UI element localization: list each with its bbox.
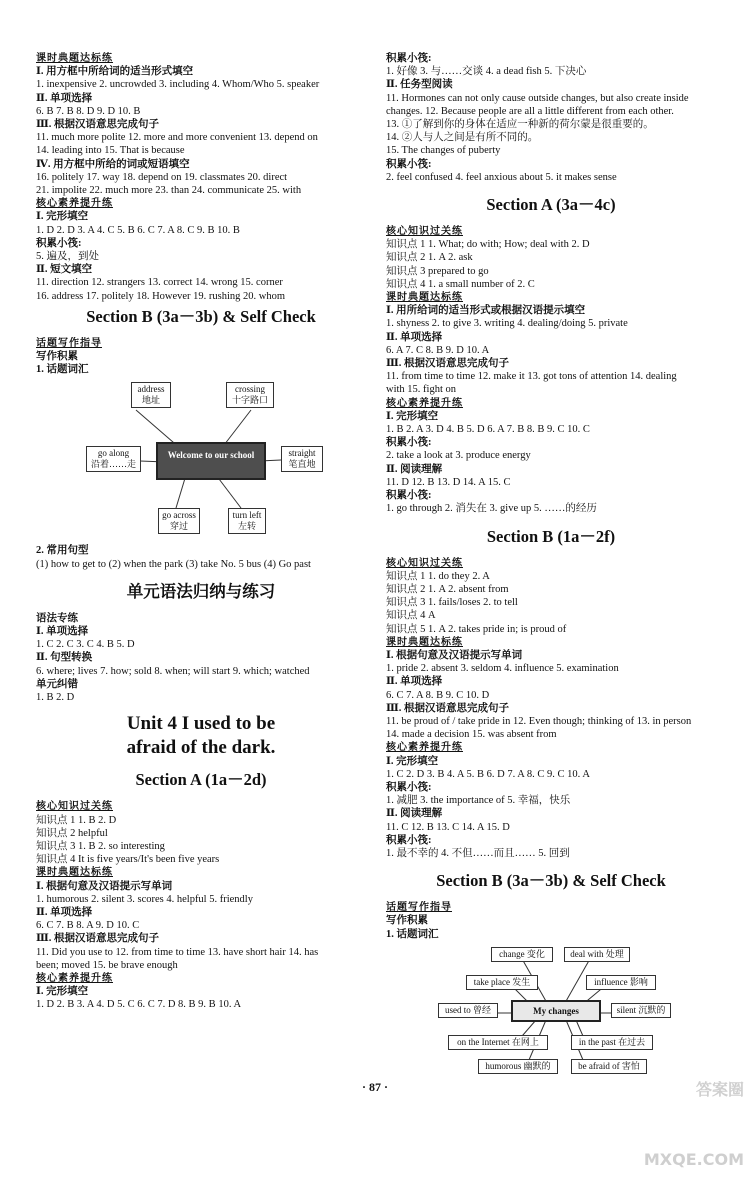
page-number: · 87 · [361, 1080, 388, 1094]
grammar-heading: 单元语法归纳与练习 [126, 581, 276, 601]
exercise-title: Ⅱ. 单项选择 [36, 906, 93, 918]
answer-line: 11. direction 12. strangers 13. correct 14. wrong 15. corner [36, 277, 283, 289]
left-writing-guide [36, 337, 366, 377]
node-straight: straight 笔直地 [281, 446, 323, 472]
answer-line: 16. politely 17. way 18. depend on 19. classmates 20. direct [36, 171, 288, 183]
answer-line: 15. The changes of puberty [386, 145, 501, 157]
answer-line: 6. A 7. C 8. B 9. D 10. A [386, 344, 490, 356]
answer-line: 知识点 4 A [386, 610, 436, 622]
right-section-heading-3: Section B (3a－3b) & Self Check [436, 871, 666, 891]
exercise-title: Ⅰ. 完形填空 [386, 410, 439, 422]
exercise-title: Ⅰ. 用所给词的适当形式或根据汉语提示填空 [386, 305, 586, 317]
section-tag: 课时典题达标练 [386, 636, 463, 648]
node-influence: influence 影响 [586, 975, 656, 990]
answer-line: 6. B 7. B 8. D 9. D 10. B [36, 105, 141, 117]
answer-line: 知识点 1 1. What; do with; How; deal with 2. D [386, 239, 590, 251]
exercise-title: 1. 话题词汇 [36, 364, 89, 376]
exercise-title: 积累小筏: [386, 158, 432, 170]
answer-line: 11. be proud of / take pride in 12. Even though; thinking of 13. in person [386, 715, 692, 727]
section-tag: 核心素养提升练 [386, 742, 463, 754]
left-section-heading-3: Section A (1a－2d) [135, 770, 267, 790]
answer-line: 知识点 5 1. A 2. takes pride in; is proud of [386, 623, 567, 635]
exercise-title: Ⅲ. 根据汉语意思完成句子 [36, 933, 160, 945]
node-go-along: go along 沿着……走 [86, 446, 141, 472]
center-welcome: Welcome to our school [156, 442, 266, 480]
right-column [386, 52, 716, 1079]
node-silent: silent 沉默的 [611, 1003, 671, 1018]
answer-line: 11. from time to time 12. make it 13. got tons of attention 14. dealing [386, 371, 677, 383]
center-my-changes: My changes [511, 1000, 601, 1022]
answer-line: with 15. fight on [386, 384, 456, 396]
exercise-title: Ⅰ. 根据句意及汉语提示写单词 [386, 649, 523, 661]
unit-title: Unit 4 I used to be afraid of the dark. [126, 713, 276, 759]
answer-line: 知识点 3 1. fails/loses 2. to tell [386, 597, 518, 609]
exercise-title: Ⅰ. 完形填空 [36, 211, 89, 223]
answer-line: 知识点 1 1. B 2. D [36, 814, 117, 826]
answer-line: 6. C 7. A 8. B 9. C 10. D [386, 689, 490, 701]
right-answers-block-1 [386, 52, 716, 184]
exercise-title: 积累小筏: [386, 834, 432, 846]
node-afraid-of: be afraid of 害怕 [571, 1059, 647, 1074]
left-column [36, 52, 366, 1012]
node-turn-left: turn left 左转 [228, 508, 266, 534]
answer-line: 6. where; lives 7. how; sold 8. when; will start 9. which; watched [36, 665, 310, 677]
answer-line: 1. B 2. D [36, 692, 75, 704]
exercise-title: Ⅲ. 根据汉语意思完成句子 [36, 119, 160, 131]
answer-line: 1. inexpensive 2. uncrowded 3. including 4. Whom/Who 5. speaker [36, 79, 320, 91]
answer-line: 13. ①了解到你的身体在适应一种新的荷尔蒙是很重要的。 [386, 119, 654, 131]
answer-line: 14. leading into 15. That is because [36, 145, 185, 157]
answer-line: 11. Did you use to 12. from time to time 13. have short hair 14. has [36, 946, 319, 958]
answer-line: 11. D 12. B 13. D 14. A 15. C [386, 476, 511, 488]
right-writing-guide [386, 901, 716, 941]
exercise-title: 积累小筏: [386, 437, 432, 449]
answer-line: 21. impolite 22. much more 23. than 24. communicate 25. with [36, 185, 302, 197]
answer-line: 知识点 4 It is five years/It's been five years [36, 854, 220, 866]
answer-line: 14. ②人与人之间是有所不同的。 [386, 132, 539, 144]
answer-line: 11. Hormones can not only cause outside changes, but also create inside [386, 92, 689, 104]
exercise-title: Ⅰ. 用方框中所给词的适当形式填空 [36, 66, 194, 78]
section-tag: 核心素养提升练 [36, 972, 113, 984]
exercise-title: Ⅳ. 用方框中所给的词或短语填空 [36, 158, 190, 170]
exercise-title: Ⅰ. 完形填空 [36, 986, 89, 998]
right-answers-block-2 [386, 225, 716, 515]
welcome-mind-map [36, 380, 366, 540]
answer-line: been; moved 15. be brave enough [36, 959, 178, 971]
answer-line: 1. go through 2. 消失在 3. give up 5. ……的经历 [386, 503, 597, 515]
section-tag: 课时典题达标练 [386, 292, 463, 304]
exercise-title: Ⅰ. 单项选择 [36, 626, 89, 638]
node-take-place: take place 发生 [466, 975, 538, 990]
answer-line: 1. D 2. B 3. A 4. D 5. C 6. C 7. D 8. B 9. B 10. A [36, 999, 242, 1011]
exercise-title: Ⅱ. 短文填空 [36, 264, 93, 276]
answer-line: changes. 12. Because people are all a little different from each other. [386, 105, 674, 117]
answer-line: 1. 减肥 3. the importance of 5. 幸福，快乐 [386, 795, 571, 807]
node-crossing: crossing 十字路口 [226, 382, 274, 408]
answer-line: 1. 最不幸的 4. 不但……而且…… 5. 回到 [386, 847, 570, 859]
right-answers-block-3 [386, 557, 716, 861]
answer-line: 1. humorous 2. silent 3. scores 4. helpful 5. friendly [36, 893, 253, 905]
right-section-heading-1: Section A (3a－4c) [486, 195, 616, 215]
right-section-heading-2: Section B (1a－2f) [486, 526, 616, 546]
exercise-title: 写作积累 [386, 915, 428, 927]
exercise-title: Ⅱ. 任务型阅读 [386, 79, 453, 91]
left-answers-block-5 [36, 800, 366, 1011]
exercise-title: Ⅱ. 阅读理解 [386, 463, 443, 475]
answer-line: 5. 遍及，到处 [36, 251, 99, 263]
answer-line: 1. C 2. D 3. B 4. A 5. B 6. D 7. A 8. C 9. C 10. A [386, 768, 590, 780]
section-tag: 核心素养提升练 [386, 397, 463, 409]
exercise-title: Ⅲ. 根据汉语意思完成句子 [386, 358, 510, 370]
answer-line: (1) how to get to (2) when the park (3) take No. 5 bus (4) Go past [36, 558, 311, 570]
node-address: address 地址 [131, 382, 171, 408]
exercise-title: Ⅰ. 根据句意及汉语提示写单词 [36, 880, 173, 892]
exercise-title: Ⅱ. 单项选择 [386, 331, 443, 343]
answer-line: 知识点 2 1. A 2. ask [386, 252, 473, 264]
answer-line: 2. feel confused 4. feel anxious about 5. it makes sense [386, 171, 617, 183]
section-tag: 核心知识过关练 [386, 557, 463, 569]
answer-line: 1. B 2. A 3. D 4. B 5. D 6. A 7. B 8. B 9. C 10. C [386, 424, 590, 436]
section-tag: 课时典题达标练 [36, 867, 113, 879]
answer-line: 1. 好像 3. 与……交谈 4. a dead fish 5. 下决心 [386, 66, 587, 78]
exercise-title: 2. 常用句型 [36, 545, 89, 557]
answer-line: 6. C 7. B 8. A 9. D 10. C [36, 920, 140, 932]
answer-line: 知识点 2 helpful [36, 827, 108, 839]
exercise-title: 积累小筏: [386, 53, 432, 64]
answer-line: 知识点 3 1. B 2. so interesting [36, 840, 165, 852]
exercise-title: Ⅰ. 完形填空 [386, 755, 439, 767]
node-deal-with: deal with 处理 [564, 947, 630, 962]
node-used-to: used to 曾经 [438, 1003, 498, 1018]
answer-line: 知识点 1 1. do they 2. A [386, 570, 490, 582]
section-tag: 核心知识过关练 [386, 226, 463, 238]
left-answers-block-1 [36, 52, 366, 303]
exercise-title: 单元纠错 [36, 678, 78, 690]
site-watermark: 答案圈 MXQE.COM [643, 1080, 744, 1169]
node-in-past: in the past 在过去 [571, 1035, 653, 1050]
answer-line: 16. address 17. politely 18. However 19. rushing 20. whom [36, 290, 286, 302]
answer-line: 1. C 2. C 3. C 4. B 5. D [36, 639, 135, 651]
exercise-title: Ⅲ. 根据汉语意思完成句子 [386, 702, 510, 714]
answer-line: 1. D 2. D 3. A 4. C 5. B 6. C 7. A 8. C 9. B 10. B [36, 224, 240, 236]
node-humorous: humorous 幽默的 [478, 1059, 558, 1074]
node-go-across: go across 穿过 [158, 508, 200, 534]
answer-line: 知识点 4 1. a small number of 2. C [386, 278, 535, 290]
answer-line: 14. made a decision 15. was absent from [386, 729, 557, 741]
answer-line: 11. much more polite 12. more and more convenient 13. depend on [36, 132, 318, 144]
exercise-title: Ⅱ. 单项选择 [36, 92, 93, 104]
exercise-title: 语法专练 [36, 612, 78, 624]
section-tag: 核心知识过关练 [36, 801, 113, 813]
answer-line: 2. take a look at 3. produce energy [386, 450, 531, 462]
section-tag: 核心素养提升练 [36, 198, 113, 210]
section-tag: 话题写作指导 [386, 902, 452, 914]
answer-line: 1. pride 2. absent 3. seldom 4. influence 5. examination [386, 663, 619, 675]
exercise-title: 积累小筏: [386, 490, 432, 502]
left-grammar-block [36, 612, 366, 704]
exercise-title: 1. 话题词汇 [386, 928, 439, 940]
left-sentence-patterns [36, 544, 366, 570]
exercise-title: 积累小筏: [386, 781, 432, 793]
answer-line: 11. C 12. B 13. C 14. A 15. D [386, 821, 510, 833]
section-tag: 话题写作指导 [36, 337, 102, 349]
exercise-title: Ⅱ. 阅读理解 [386, 808, 443, 820]
answer-line: 知识点 2 1. A 2. absent from [386, 583, 509, 595]
exercise-title: 积累小筏: [36, 237, 82, 249]
exercise-title: 写作积累 [36, 351, 78, 363]
section-tag: 课时典题达标练 [36, 53, 113, 64]
exercise-title: Ⅱ. 单项选择 [386, 676, 443, 688]
answer-line: 知识点 3 prepared to go [386, 265, 489, 277]
node-on-internet: on the Internet 在网上 [448, 1035, 548, 1050]
answer-line: 1. shyness 2. to give 3. writing 4. dealing/doing 5. private [386, 318, 628, 330]
left-section-heading-1: Section B (3a－3b) & Self Check [86, 306, 316, 326]
exercise-title: Ⅱ. 句型转换 [36, 652, 93, 664]
node-change: change 变化 [491, 947, 553, 962]
